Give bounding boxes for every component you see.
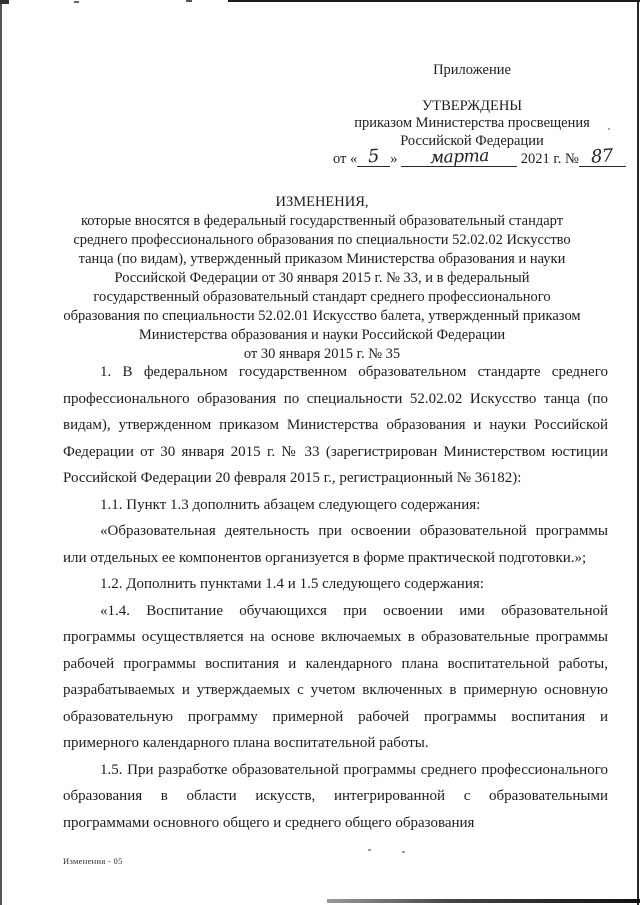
title-line: танца (по видам), утвержденный приказом Министерства образования и науки	[78, 251, 566, 267]
title-line: Министерства образования и науки Российской Федерации	[138, 327, 506, 343]
title-line: которые вносятся в федеральный государственный образовательный стандарт	[80, 213, 564, 229]
approval-line-3: Российской Федерации	[400, 132, 544, 149]
handwritten-day: 5	[367, 145, 380, 168]
scan-edge-bottom	[327, 899, 640, 903]
date-day-blank	[357, 145, 390, 168]
scan-speck	[402, 851, 405, 853]
handwritten-month: марта	[429, 145, 489, 169]
footer-note: Изменения - 05	[63, 856, 123, 866]
scan-mark	[186, 0, 192, 2]
scan-mark	[74, 1, 79, 3]
title-block	[30, 193, 614, 364]
scan-speck	[368, 849, 371, 851]
approval-line-1: УТВЕРЖДЕНЫ	[421, 97, 523, 114]
date-quote-close: »	[390, 151, 398, 167]
date-month-blank	[401, 145, 517, 169]
paragraph: «1.4. Воспитание обучающихся при освоении ими образовательной программы осуществляется на основе включаемых в образовательные программы рабочей программы воспитания и календарного плана воспитательной работы, разрабатываемых и утверждаемых с учетом включенных в примерную основную образовательную программу примерной рабочей программы воспитания и примерного календарного плана воспитательной работы.	[63, 602, 608, 751]
scan-edge-left	[0, 0, 2, 905]
date-number-blank	[579, 145, 626, 168]
title-line: образования по специальности 52.02.01 Искусство балета, утвержденный приказом	[63, 308, 581, 324]
title-line: среднего профессионального образования по специальности 52.02.02 Искусство	[73, 232, 571, 248]
date-year-label: 2021 г. №	[520, 151, 579, 167]
date-prefix: от «	[333, 151, 358, 167]
document-title: ИЗМЕНЕНИЯ,	[275, 194, 369, 210]
title-line: от 30 января 2015 г. № 35	[243, 346, 401, 362]
approval-block	[333, 62, 614, 169]
scan-edge-right	[637, 0, 639, 905]
approval-line-2: приказом Министерства просвещения	[354, 115, 590, 131]
handwritten-number: 87	[590, 145, 614, 168]
paragraph: 1. В федеральном государственном образовательном стандарте среднего профессионального образования по специальности 52.02.02 Искусство танца (по видам), утвержденном приказом Министерства образования и науки Российской Федерации от 30 января 2015 г. № 33 (зарегистрирован Министерством юстиции Российской Федерации 20 февраля 2015 г., регистрационный № 36182):	[63, 364, 608, 486]
approval-date-line	[333, 145, 614, 169]
paragraph: 1.1. Пункт 1.3 дополнить абзацем следующего содержания:	[100, 496, 481, 513]
paragraph: 1.2. Дополнить пунктами 1.4 и 1.5 следующего содержания:	[100, 576, 484, 592]
scan-edge-top	[228, 0, 640, 2]
scan-mark	[0, 0, 9, 4]
paragraph: 1.5. При разработке образовательной программы среднего профессионального образования в области искусств, интегрированной с образовательными программами основного общего и среднего общего образования	[63, 761, 608, 831]
paragraph: «Образовательная деятельность при освоении образовательной программы или отдельных ее компонентов организуется в форме практической подготовки.»;	[63, 523, 608, 566]
title-line: государственный образовательный стандарт среднего профессионального	[93, 289, 551, 305]
appendix-label: Приложение	[433, 62, 511, 78]
title-line: Российской Федерации от 30 января 2015 г. № 33, и в федеральный	[114, 270, 530, 286]
document-body	[63, 359, 608, 836]
